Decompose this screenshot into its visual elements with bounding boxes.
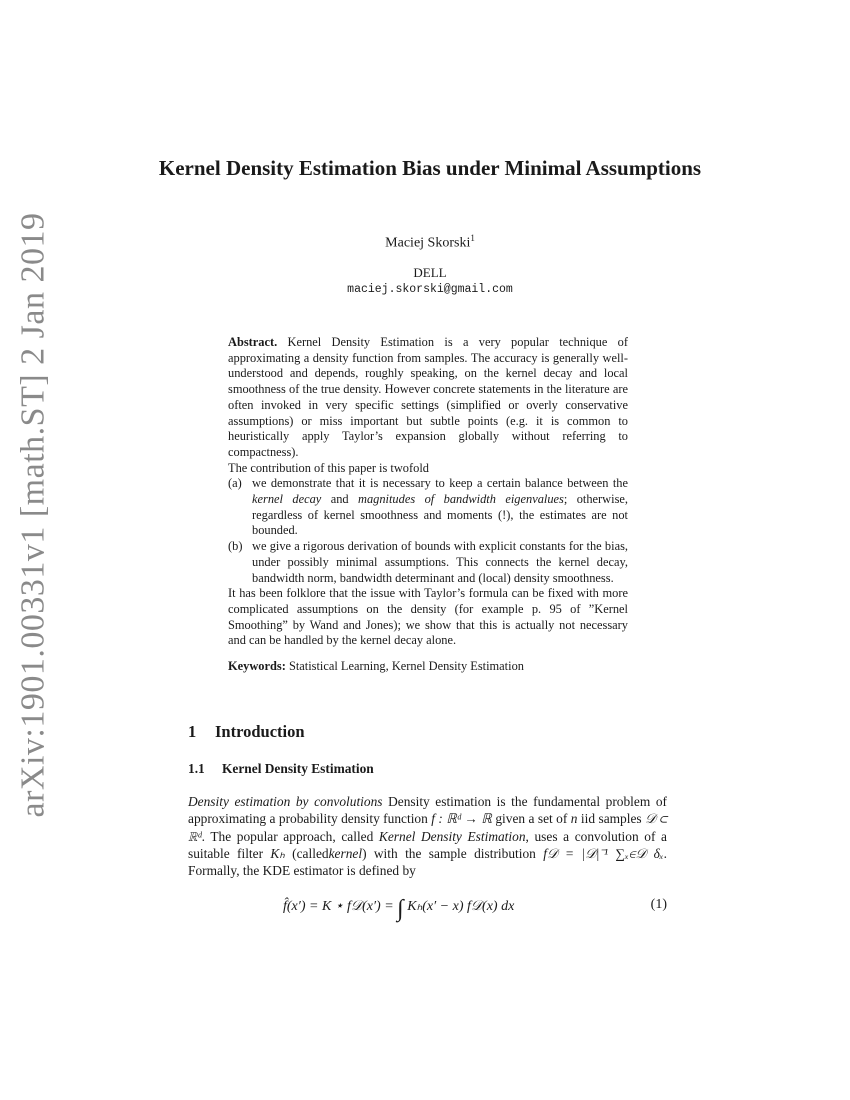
paragraph-heading: Density estimation by convolutions	[188, 794, 383, 809]
section-number: 1	[188, 722, 197, 741]
math-n: n	[570, 811, 578, 827]
math-f-signature: f : ℝᵈ → ℝ	[431, 811, 492, 827]
item-a-marker: (a)	[228, 476, 242, 491]
item-b-text: we give a rigorous derivation of bounds with explicit constants for the bias, under possibly minimal assumptions. This connects the kernel decay, bandwidth norm, bandwidth determinant and (local) density smoothness.	[252, 539, 628, 585]
keywords-line	[228, 659, 628, 675]
integral-symbol: ∫	[397, 896, 404, 922]
term-kernel: kernel	[328, 845, 363, 861]
term-kde: Kernel Density Estimation	[378, 828, 526, 844]
contribution-intro: The contribution of this paper is twofold	[228, 460, 429, 475]
body-text-7: ) with the sample distribution	[362, 845, 536, 861]
abstract-closing: It has been folklore that the issue with Taylor’s formula can be fixed with more complicated assumptions on the density (for example p. 95 of ”Kernel Smoothing” by Wand and Jones); we show that this is actually not necessary and can be handled by the kernel decay alone.	[228, 586, 628, 648]
arxiv-watermark	[8, 212, 58, 818]
math-sample-set: 𝒟 ⊂ ℝᵈ	[188, 811, 667, 844]
equation-lhs: f̂(x′) = K ⋆ f𝒟(x′) =	[283, 899, 394, 914]
abstract-paragraph	[228, 335, 628, 461]
body-text-5: , uses a convolution of a suitable filter	[188, 828, 667, 861]
body-text-3: iid samples	[580, 811, 642, 827]
abstract-label: Abstract.	[228, 335, 278, 349]
author-email[interactable]: maciej.skorski@gmail.com	[347, 283, 513, 296]
author-name: Maciej Skorski	[385, 235, 471, 251]
body-paragraph	[188, 793, 667, 879]
equation-number: (1)	[650, 897, 667, 912]
math-kernel-kh: Kₕ	[270, 845, 285, 861]
section-title: Introduction	[215, 722, 305, 741]
item-b-marker: (b)	[228, 539, 243, 554]
body-text-4: . The popular approach, called	[201, 828, 374, 844]
subsection-number: 1.1	[188, 761, 205, 776]
abstract-text: Kernel Density Estimation is a very popular technique of approximating a density function from samples. The accuracy is generally well-understood and depends, roughly speaking, on the kernel decay and local smoothness of the true density. However concrete statements in the literature are often invoked in very specific settings (simplified or overly conservative assumptions) or miss important but subtle points (e.g. it is common to heuristically apply Taylor’s expansion globally without referring to compactness).	[228, 335, 628, 459]
body-text-6: (called	[292, 845, 329, 861]
paper-title: Kernel Density Estimation Bias under Minimal Assumptions	[158, 156, 702, 180]
item-a-text3: ; otherwise, regardless of kernel smoothness and moments (!), the estimates are not bounded.	[252, 492, 628, 538]
item-a-em2: magnitudes of bandwidth eigenvalues	[358, 492, 564, 507]
item-a-text2: and	[330, 492, 349, 507]
arxiv-identifier: arXiv:1901.00331v1 [math.ST] 2 Jan 2019	[14, 212, 51, 818]
equation-formula	[283, 896, 514, 923]
equation-1	[188, 893, 667, 923]
contribution-list	[228, 476, 628, 586]
subsection-title: Kernel Density Estimation	[222, 761, 374, 776]
contribution-item-a	[228, 476, 628, 539]
body-text-8: . Formally, the KDE estimator is defined by	[188, 845, 667, 879]
subsection-heading-kde	[188, 761, 374, 777]
item-a-text1: we demonstrate that it is necessary to keep a certain balance between the	[252, 476, 628, 491]
equation-rhs: Kₕ(x′ − x) f𝒟(x) dx	[407, 899, 515, 914]
keywords-text: Statistical Learning, Kernel Density Estimation	[288, 659, 524, 674]
body-text-1: Density estimation is the fundamental problem of approximating a probability density function	[188, 794, 667, 827]
author-affiliation-mark: 1	[470, 233, 475, 243]
body-text-2: given a set of	[495, 811, 568, 827]
section-heading-introduction	[188, 722, 305, 742]
keywords-label: Keywords:	[228, 659, 286, 674]
affiliation: DELL	[413, 265, 447, 280]
item-a-em1: kernel decay	[252, 492, 322, 507]
contribution-item-b	[228, 539, 628, 586]
abstract-block	[228, 335, 628, 675]
author-line	[150, 233, 710, 252]
math-empirical-distribution: f𝒟 = |𝒟|⁻¹ ∑ₓ∈𝒟 δₓ	[543, 845, 664, 861]
